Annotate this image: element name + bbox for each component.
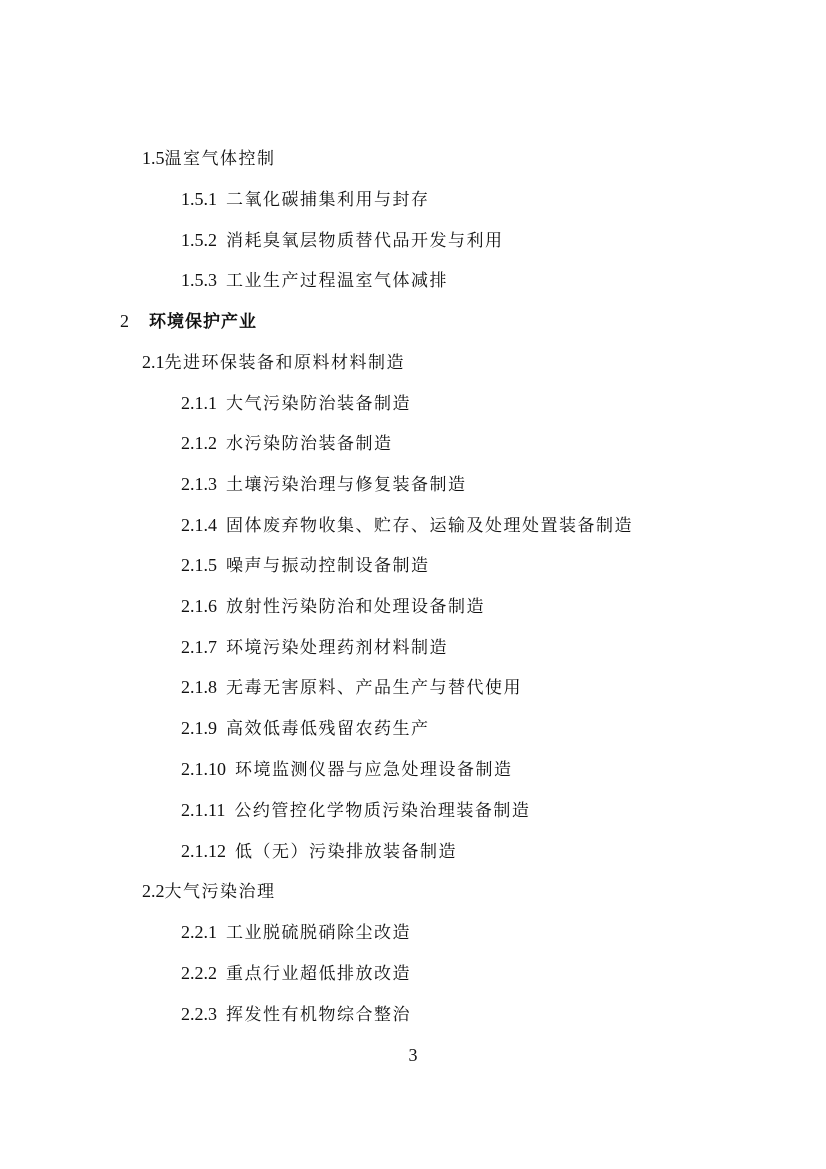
list-item (181, 758, 513, 781)
item-text: 高效低毒低残留农药生产 (226, 719, 430, 739)
item-number: 2.2.3 (181, 1004, 217, 1024)
list-item (181, 717, 430, 740)
item-text: 无毒无害原料、产品生产与替代使用 (226, 678, 522, 698)
list-item (181, 229, 504, 252)
item-text: 土壤污染治理与修复装备制造 (226, 475, 467, 495)
item-number: 2.1 (142, 352, 165, 372)
item-text: 工业生产过程温室气体减排 (226, 271, 448, 291)
list-item (142, 147, 276, 170)
item-text: 大气污染治理 (164, 882, 276, 902)
item-number: 2.1.9 (181, 718, 217, 738)
item-number: 1.5.3 (181, 270, 217, 290)
list-item (181, 188, 430, 211)
list-item (181, 554, 430, 577)
item-number: 2.1.6 (181, 596, 217, 616)
item-text: 环境保护产业 (149, 312, 257, 332)
item-text: 环境污染处理药剂材料制造 (226, 638, 448, 658)
list-item (181, 921, 411, 944)
list-item (181, 392, 411, 415)
item-number: 2.1.11 (181, 800, 226, 820)
list-item (120, 310, 257, 333)
item-number: 2.2 (142, 881, 165, 901)
item-number: 2 (120, 311, 129, 331)
item-number: 1.5.2 (181, 230, 217, 250)
list-item (142, 880, 276, 903)
item-number: 2.1.1 (181, 393, 217, 413)
item-number: 1.5 (142, 148, 165, 168)
item-text: 噪声与振动控制设备制造 (226, 556, 430, 576)
item-text: 消耗臭氧层物质替代品开发与利用 (226, 231, 504, 251)
item-text: 二氧化碳捕集利用与封存 (226, 190, 430, 210)
list-item (181, 676, 522, 699)
list-item (181, 595, 485, 618)
item-number: 2.1.8 (181, 677, 217, 697)
item-text: 固体废弃物收集、贮存、运输及处理处置装备制造 (226, 516, 633, 536)
item-text: 温室气体控制 (164, 149, 276, 169)
list-item (181, 514, 633, 537)
list-item (142, 351, 405, 374)
item-text: 大气污染防治装备制造 (226, 394, 411, 414)
list-item (181, 799, 530, 822)
item-text: 低（无）污染排放装备制造 (235, 842, 457, 862)
item-text: 重点行业超低排放改造 (226, 964, 411, 984)
item-number: 2.1.5 (181, 555, 217, 575)
list-item (181, 473, 467, 496)
item-number: 2.2.2 (181, 963, 217, 983)
page-number: 3 (408, 1045, 418, 1065)
list-item (181, 840, 457, 863)
item-number: 2.1.12 (181, 841, 226, 861)
item-number: 2.1.3 (181, 474, 217, 494)
item-number: 2.1.7 (181, 637, 217, 657)
item-text: 环境监测仪器与应急处理设备制造 (235, 760, 513, 780)
item-number: 1.5.1 (181, 189, 217, 209)
list-item (181, 432, 393, 455)
item-number: 2.1.10 (181, 759, 226, 779)
item-text: 先进环保装备和原料材料制造 (164, 353, 405, 373)
list-item (181, 636, 448, 659)
item-text: 水污染防治装备制造 (226, 434, 393, 454)
item-number: 2.1.4 (181, 515, 217, 535)
item-text: 公约管控化学物质污染治理装备制造 (234, 801, 531, 821)
item-text: 放射性污染防治和处理设备制造 (226, 597, 485, 617)
item-text: 挥发性有机物综合整治 (226, 1005, 411, 1025)
list-item (181, 1003, 411, 1026)
item-text: 工业脱硫脱硝除尘改造 (226, 923, 411, 943)
item-number: 2.1.2 (181, 433, 217, 453)
list-item (181, 962, 411, 985)
list-item (181, 269, 448, 292)
item-number: 2.2.1 (181, 922, 217, 942)
